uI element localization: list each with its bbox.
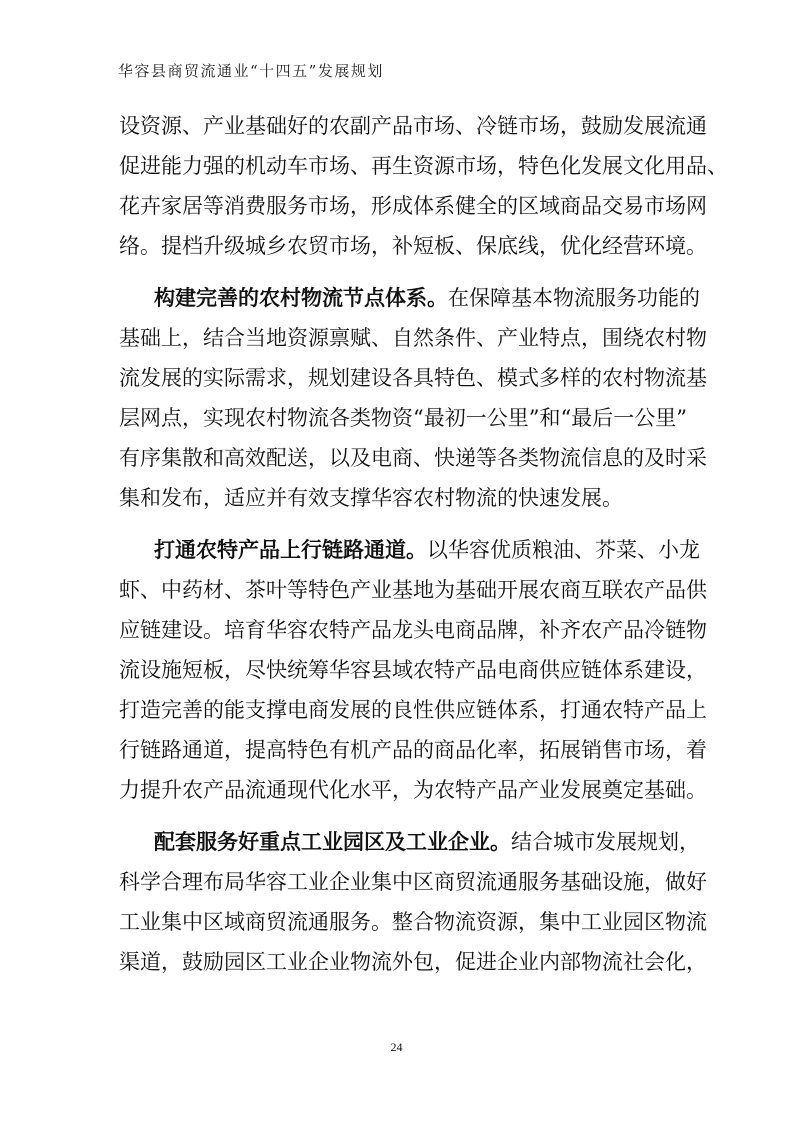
paragraph-lead-heading: 构建完善的农村物流节点体系。 bbox=[154, 285, 448, 310]
line-text: 设资源、产业基础好的农副产品市场、冷链市场，鼓励发展流通 bbox=[119, 114, 707, 138]
document-body bbox=[119, 106, 728, 994]
line-text: 结合城市发展规划， bbox=[511, 830, 700, 854]
paragraph-lead-heading: 打通农特产品上行链路通道。 bbox=[154, 537, 427, 562]
line-text: 力提升农产品流通现代化水平，为农特产品产业发展奠定基础。 bbox=[119, 778, 707, 802]
text-line bbox=[119, 398, 687, 438]
line-text: 打造完善的能支撑电商发展的良性供应链体系，打通农特产品上 bbox=[119, 698, 707, 722]
text-line bbox=[119, 650, 707, 690]
paragraph bbox=[119, 106, 728, 266]
line-text: 层网点，实现农村物流各类物资“最初一公里”和“最后一公里” bbox=[119, 406, 687, 430]
line-text: 虾、中药材、茶叶等特色产业基地为基础开展农商互联农产品供 bbox=[119, 578, 707, 602]
text-line bbox=[119, 730, 707, 770]
text-line bbox=[119, 610, 707, 650]
text-line bbox=[119, 438, 707, 478]
text-line bbox=[119, 570, 707, 610]
line-text: 渠道，鼓励园区工业企业物流外包，促进企业内部物流社会化， bbox=[119, 950, 707, 974]
paragraph bbox=[119, 822, 707, 982]
text-line bbox=[119, 770, 707, 810]
line-text: 流设施短板，尽快统筹华容县域农特产品电商供应链体系建设， bbox=[119, 658, 707, 682]
text-line bbox=[119, 822, 700, 862]
line-text: 科学合理布局华容工业企业集中区商贸流通服务基础设施，做好 bbox=[119, 870, 707, 894]
line-text: 流发展的实际需求，规划建设各具特色、模式多样的农村物流基 bbox=[119, 366, 707, 390]
text-line bbox=[119, 186, 707, 226]
line-text: 行链路通道，提高特色有机产品的商品化率，拓展销售市场，着 bbox=[119, 738, 707, 762]
text-line bbox=[119, 942, 707, 982]
line-text: 集和发布，适应并有效支撑华容农村物流的快速发展。 bbox=[119, 486, 623, 510]
text-line bbox=[119, 106, 707, 146]
running-header: 华容县商贸流通业“十四五”发展规划 bbox=[118, 62, 384, 80]
text-line bbox=[119, 146, 728, 186]
paragraph-lead-heading: 配套服务好重点工业园区及工业企业。 bbox=[154, 829, 511, 854]
line-text: 络。提档升级城乡农贸市场，补短板、保底线，优化经营环境。 bbox=[119, 234, 707, 258]
paragraph bbox=[119, 530, 707, 810]
line-text: 在保障基本物流服务功能的 bbox=[448, 286, 700, 310]
line-text: 有序集散和高效配送，以及电商、快递等各类物流信息的及时采 bbox=[119, 446, 707, 470]
text-line bbox=[119, 358, 707, 398]
line-text: 促进能力强的机动车市场、再生资源市场，特色化发展文化用品、 bbox=[119, 154, 728, 178]
paragraph bbox=[119, 278, 707, 518]
line-text: 花卉家居等消费服务市场，形成体系健全的区域商品交易市场网 bbox=[119, 194, 707, 218]
line-text: 应链建设。培育华容农特产品龙头电商品牌，补齐农产品冷链物 bbox=[119, 618, 707, 642]
page-number: 24 bbox=[390, 1040, 403, 1054]
text-line bbox=[119, 902, 707, 942]
text-line bbox=[119, 226, 707, 266]
line-text: 基础上，结合当地资源禀赋、自然条件、产业特点，围绕农村物 bbox=[119, 326, 707, 350]
line-text: 工业集中区域商贸流通服务。整合物流资源，集中工业园区物流 bbox=[119, 910, 707, 934]
text-line bbox=[119, 478, 676, 518]
text-line bbox=[119, 278, 700, 318]
text-line bbox=[119, 530, 700, 570]
line-text: 以华容优质粮油、芥菜、小龙 bbox=[427, 538, 700, 562]
text-line bbox=[119, 318, 707, 358]
text-line bbox=[119, 690, 707, 730]
text-line bbox=[119, 862, 707, 902]
